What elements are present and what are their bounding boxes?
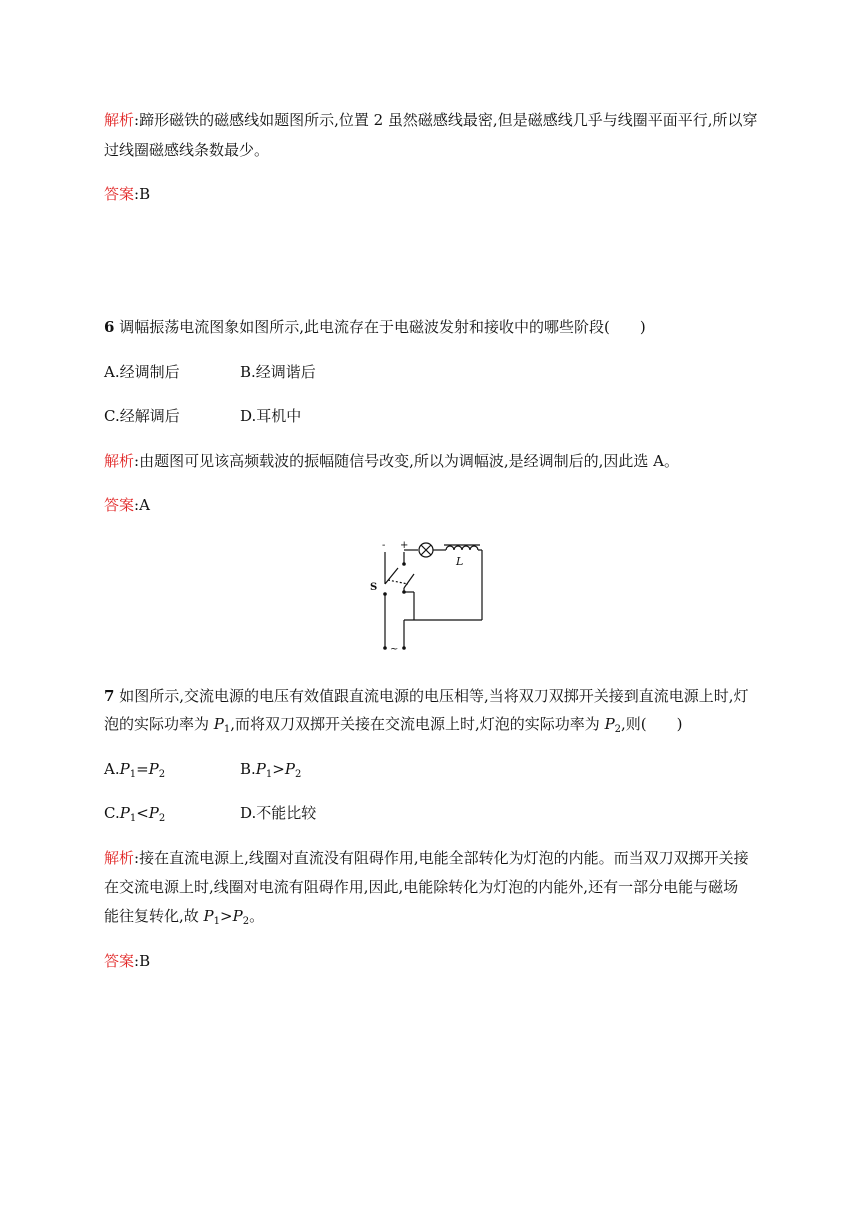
q5-analysis-line1	[104, 110, 757, 130]
sub-1: 1	[223, 724, 231, 735]
sub-1: 1	[129, 769, 137, 780]
option-prefix: C.	[104, 804, 120, 822]
stem-text-a: 泡的实际功率为	[104, 715, 214, 733]
answer-label: 答案	[104, 952, 135, 970]
sub-2: 2	[242, 916, 250, 927]
op: <	[136, 804, 149, 822]
ac-symbol: ~	[390, 644, 399, 655]
var-p: P	[284, 760, 295, 778]
q6-analysis	[104, 451, 679, 471]
var-p: P	[232, 907, 243, 925]
sub-2: 2	[294, 769, 302, 780]
q7-analysis-line2: 在交流电源上时,线圈对电流有阻碍作用,因此,电能除转化为灯泡的内能外,还有一部分电能与磁场	[104, 878, 739, 896]
circuit-diagram	[368, 538, 494, 656]
q7-options-row2	[104, 803, 316, 823]
question-text: 如图所示,交流电源的电压有效值跟直流电源的电压相等,当将双刀双掷开关接到直流电源上时,灯	[114, 687, 749, 705]
option-a: A.经调制后	[104, 363, 180, 381]
q7-options-row1	[104, 759, 301, 779]
option-b: B.经调谐后	[240, 363, 316, 381]
sub-2: 2	[158, 813, 166, 824]
analysis-text-b: 。	[249, 907, 265, 925]
q6-stem	[104, 317, 646, 337]
sub-1: 1	[129, 813, 137, 824]
analysis-text: :由题图可见该高频载波的振幅随信号改变,所以为调幅波,是经调制后的,因此选 A。	[134, 452, 679, 470]
switch-label: S	[370, 582, 378, 593]
q5-answer	[104, 184, 150, 204]
stem-text-c: ,则( )	[621, 715, 683, 733]
q6-options-row1	[104, 362, 316, 382]
q7-answer	[104, 951, 150, 971]
option-a	[104, 759, 240, 779]
analysis-label: 解析	[104, 111, 135, 129]
sub-2: 2	[158, 769, 166, 780]
answer-value: :B	[134, 952, 151, 970]
op: =	[136, 760, 149, 778]
var-p: P	[148, 760, 159, 778]
sub-1: 1	[265, 769, 273, 780]
var-p: P	[604, 715, 615, 733]
q7-stem-line2	[104, 714, 683, 734]
var-p: P	[203, 907, 214, 925]
answer-value: :B	[134, 185, 151, 203]
stem-text-b: ,而将双刀双掷开关接在交流电源上时,灯泡的实际功率为	[230, 715, 605, 733]
var-p: P	[213, 715, 224, 733]
op: >	[272, 760, 285, 778]
sub-1: 1	[213, 916, 221, 927]
answer-label: 答案	[104, 185, 135, 203]
q7-analysis-line1	[104, 848, 749, 868]
answer-label: 答案	[104, 496, 135, 514]
option-c	[104, 803, 240, 823]
var-p: P	[119, 760, 130, 778]
q7-stem-line1	[104, 686, 749, 706]
switch-blade-2	[404, 574, 414, 588]
analysis-text: :蹄形磁铁的磁感线如题图所示,位置 2 虽然磁感线最密,但是磁感线几乎与线圈平面平行,所以穿	[134, 111, 758, 129]
option-prefix: B.	[240, 760, 256, 778]
inductor-coil-icon	[446, 546, 478, 550]
answer-value: :A	[134, 496, 150, 514]
var-p: P	[255, 760, 266, 778]
option-d: D.耳机中	[240, 407, 302, 425]
option-prefix: A.	[104, 760, 120, 778]
q5-analysis-line2: 过线圈磁感线条数最少。	[104, 141, 270, 159]
question-number: 6	[104, 318, 115, 336]
dc-plus-label: +	[400, 540, 409, 551]
analysis-text: :接在直流电源上,线圈对直流没有阻碍作用,电能全部转化为灯泡的内能。而当双刀双掷开关接	[134, 849, 749, 867]
question-number: 7	[104, 687, 115, 705]
var-p: P	[119, 804, 130, 822]
option-b	[240, 759, 301, 779]
analysis-label: 解析	[104, 452, 135, 470]
option-c: C.经解调后	[104, 407, 180, 425]
analysis-label: 解析	[104, 849, 135, 867]
option-d: D.不能比较	[240, 804, 317, 822]
q6-options-row2	[104, 406, 301, 426]
analysis-text-a: 能往复转化,故	[104, 907, 204, 925]
q7-analysis-line3	[104, 906, 264, 926]
question-text: 调幅振荡电流图象如图所示,此电流存在于电磁波发射和接收中的哪些阶段( )	[114, 318, 646, 336]
op: >	[220, 907, 233, 925]
sub-2: 2	[614, 724, 622, 735]
var-p: P	[148, 804, 159, 822]
inductor-label: L	[456, 555, 464, 568]
dc-minus-label: -	[382, 540, 386, 551]
q6-answer	[104, 495, 150, 515]
